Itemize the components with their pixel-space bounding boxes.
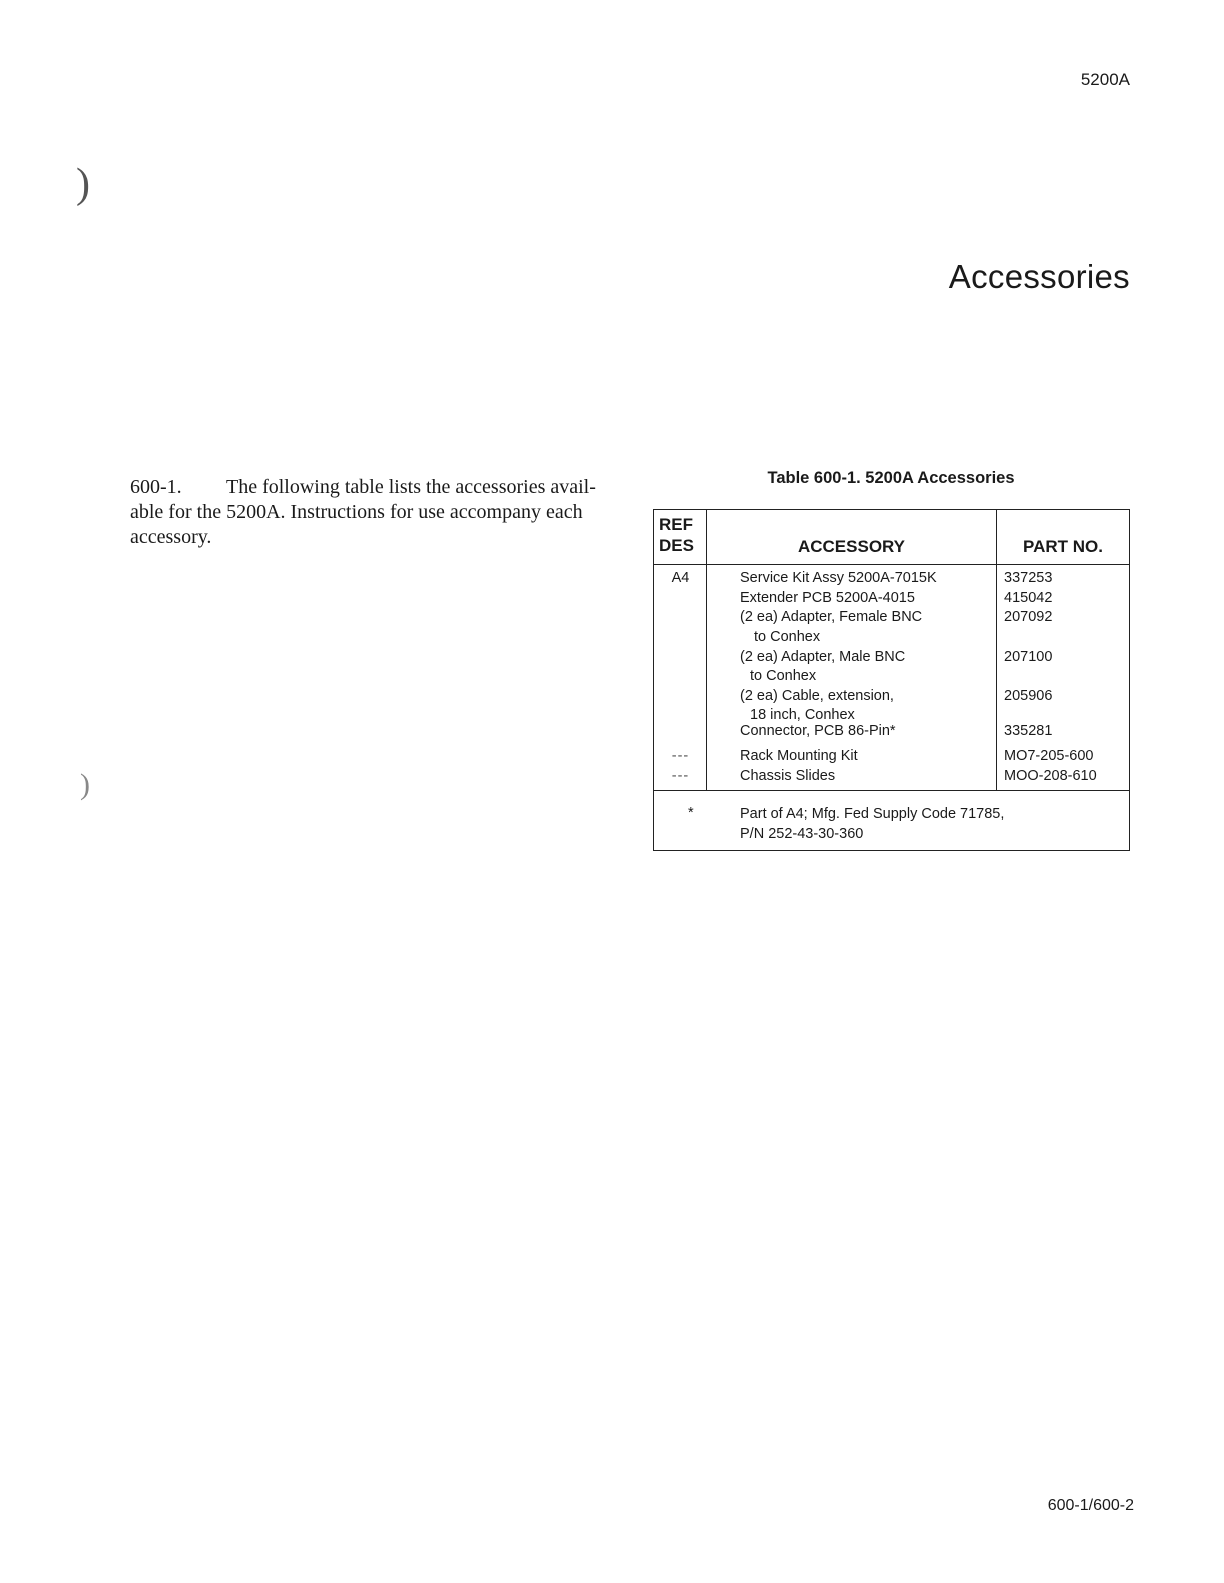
- table-header-row: [654, 510, 1129, 565]
- table-caption: Table 600-1. 5200A Accessories: [767, 469, 1015, 487]
- paragraph-number: 600-1.: [130, 476, 182, 498]
- ref-des-cell: ---: [671, 768, 690, 784]
- footnote-line: Part of A4; Mfg. Fed Supply Code 71785,: [740, 806, 1005, 822]
- part-no-cell: 207092: [1004, 609, 1053, 625]
- table-footnote: [654, 791, 1129, 850]
- accessory-cell: (2 ea) Cable, extension,: [740, 688, 894, 704]
- part-no-cell: 337253: [1004, 570, 1053, 586]
- paragraph-text-line: able for the 5200A. Instructions for use accompany each: [130, 501, 583, 523]
- accessory-cell-continuation: to Conhex: [754, 629, 821, 645]
- paragraph-text-line: The following table lists the accessories avail-: [226, 476, 596, 498]
- footnote-line: P/N 252-43-30-360: [740, 826, 864, 842]
- header-accessory: ACCESSORY: [707, 510, 997, 564]
- part-no-cell: MOO-208-610: [1004, 768, 1097, 784]
- header-ref-des: [654, 510, 707, 564]
- table-body: [654, 565, 1129, 791]
- header-des-line: DES: [659, 536, 694, 555]
- accessory-cell: Chassis Slides: [740, 768, 836, 784]
- ref-des-cell: ---: [671, 748, 690, 764]
- part-no-cell: 335281: [1004, 723, 1053, 739]
- intro-paragraph: [130, 475, 604, 550]
- section-title: Accessories: [948, 258, 1130, 295]
- margin-binding-mark: ): [76, 161, 90, 207]
- accessory-cell-continuation: 18 inch, Conhex: [750, 707, 855, 723]
- ref-des-column: [654, 565, 707, 790]
- accessories-table: [653, 509, 1130, 851]
- accessory-cell: Extender PCB 5200A-4015: [740, 590, 915, 606]
- accessory-column: [707, 565, 997, 790]
- part-no-column: [997, 565, 1129, 790]
- header-part-no: PART NO.: [1023, 537, 1103, 556]
- ref-des-cell: A4: [671, 570, 690, 586]
- header-ref-line: REF: [659, 515, 693, 534]
- accessory-cell: (2 ea) Adapter, Female BNC: [740, 609, 923, 625]
- margin-binding-mark: ): [80, 768, 90, 801]
- accessory-cell: Rack Mounting Kit: [740, 748, 858, 764]
- accessory-cell-continuation: to Conhex: [750, 668, 817, 684]
- footnote-mark: *: [688, 805, 694, 821]
- accessory-cell: Service Kit Assy 5200A-7015K: [740, 570, 937, 586]
- part-no-cell: 207100: [1004, 649, 1053, 665]
- part-no-cell: 205906: [1004, 688, 1053, 704]
- accessory-cell: (2 ea) Adapter, Male BNC: [740, 649, 906, 665]
- footnote-text: [740, 804, 1004, 844]
- accessory-cell: Connector, PCB 86-Pin*: [740, 723, 896, 739]
- page-number: 600-1/600-2: [1047, 1497, 1134, 1514]
- part-no-cell: MO7-205-600: [1004, 748, 1094, 764]
- part-no-cell: 415042: [1004, 590, 1053, 606]
- model-number: 5200A: [1080, 70, 1130, 89]
- paragraph-text-line: accessory.: [130, 526, 212, 548]
